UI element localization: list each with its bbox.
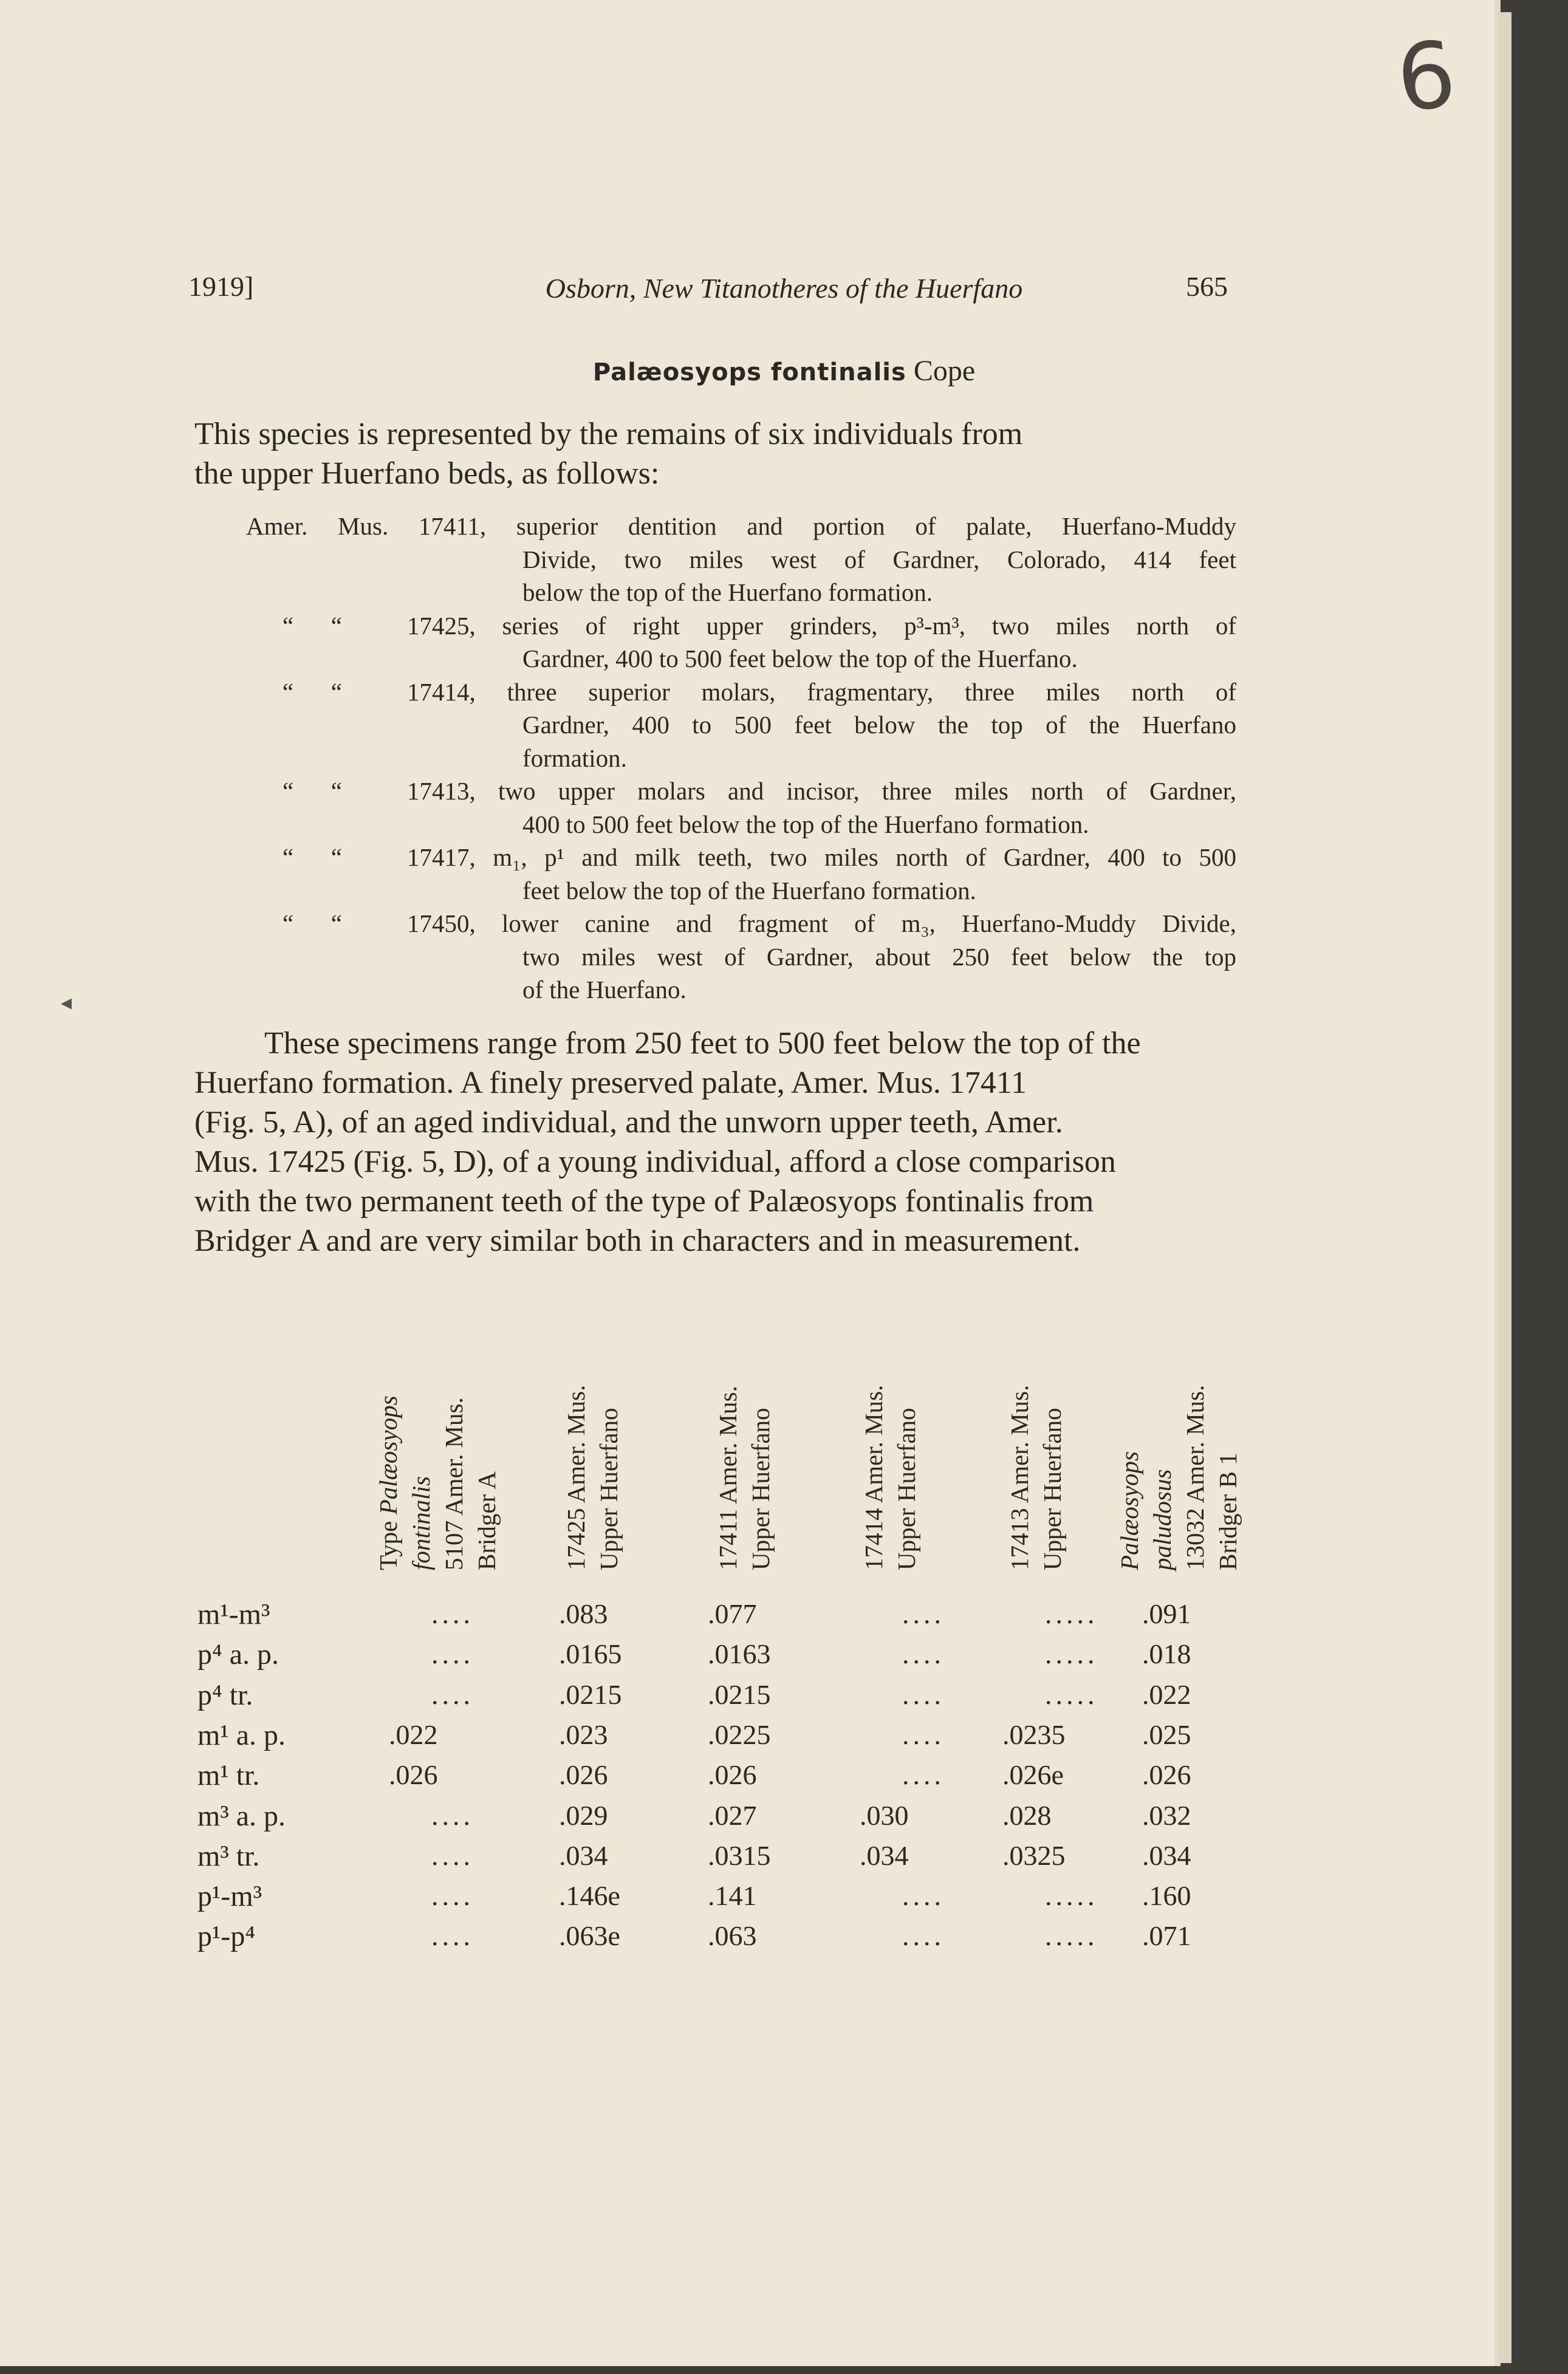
table-cell: .026 [389,1759,438,1791]
intro-line: the upper Huerfano beds, as follows: [194,456,660,491]
table-cell: .083 [559,1598,608,1629]
table-row-label: p¹-p⁴ [197,1920,256,1953]
ditto-marks: “ “ [282,843,342,871]
table-row-label: m¹ a. p. [197,1719,286,1751]
specimen-entry-line: 17414, three superior molars, fragmentary, three miles north of [407,677,1236,706]
specimen-entry-line: 17450, lower canine and fragment of m₃, Huerfano-Muddy Divide, [407,909,1236,937]
column-header-line: Bridger A [473,1471,501,1570]
table-cell: .141 [708,1880,757,1912]
table-column-header [1003,1385,1069,1570]
specimen-entry-line: two miles west of Gardner, about 250 feet below the top [522,942,1236,971]
table-cell: .023 [559,1719,608,1750]
specimen-entry-line: feet below the top of the Huerfano formation. [522,876,976,905]
table-cell: .... [902,1678,945,1710]
table-row-label: p⁴ tr. [197,1678,253,1711]
body-line: with the two permanent teeth of the type of Palæosyops fontinalis from [194,1184,1094,1219]
table-cell: .146e [559,1880,620,1912]
table-cell: .026 [1142,1759,1191,1791]
table-cell: .... [431,1920,474,1952]
table-cell: .... [431,1678,474,1710]
column-header-line: Upper Huerfano [1038,1408,1066,1570]
specimen-entry-line: 400 to 500 feet below the top of the Huerfano formation. [522,810,1089,838]
table-cell: ..... [1045,1598,1098,1629]
table-cell: .0325 [1002,1839,1066,1871]
table-cell: .026 [708,1759,757,1791]
body-line: These specimens range from 250 feet to 500 feet below the top of the [264,1026,1141,1061]
column-header-line: fontinalis [407,1476,435,1570]
table-cell: .... [902,1920,945,1952]
table-cell: ..... [1045,1880,1098,1912]
table-cell: .... [431,1880,474,1912]
table-row-label: m¹ tr. [197,1759,260,1792]
table-cell: .... [902,1880,945,1912]
page-number: 565 [1186,271,1228,302]
table-cell: .... [902,1638,945,1670]
species-author: Cope [913,355,976,387]
table-cell: .... [431,1638,474,1670]
table-cell: .026e [1002,1759,1064,1791]
ditto-marks: “ “ [282,909,342,937]
table-row-label: m³ a. p. [197,1799,286,1832]
specimen-entry-line: 17417, m₁, p¹ and milk teeth, two miles north of Gardner, 400 to 500 [407,843,1236,871]
table-cell: .063e [559,1920,620,1952]
table-cell: .028 [1002,1799,1052,1831]
column-header-line: 17413 Amer. Mus. [1005,1384,1033,1570]
body-line: Bridger A and are very similar both in characters and in measurement. [194,1223,1081,1258]
column-header-line: Type Palæosyops [374,1395,402,1570]
body-paragraph [194,1024,1239,1261]
intro-paragraph [194,414,1239,493]
specimen-entry-line: 17413, two upper molars and incisor, three miles north of Gardner, [407,777,1236,805]
body-line: Mus. 17425 (Fig. 5, D), of a young individual, afford a close comparison [194,1144,1116,1179]
species-name: Palæosyops fontinalis [592,358,906,386]
column-header-line: 17414 Amer. Mus. [860,1384,888,1570]
specimen-entry-line: Gardner, 400 to 500 feet below the top of the Huerfano. [522,645,1078,672]
pencil-page-annotation: 6 [1392,21,1461,133]
table-column-header [711,1386,777,1570]
table-cell: .... [902,1759,945,1791]
table-column-header [560,1385,625,1570]
table-cell: .032 [1142,1799,1191,1831]
table-cell: .034 [860,1839,909,1871]
specimen-entry-line: Gardner, 400 to 500 feet below the top of the Huerfano [522,711,1236,739]
table-cell: .034 [559,1839,608,1871]
table-cell: .0215 [559,1678,622,1710]
table-cell: .0315 [708,1839,771,1871]
table-cell: .063 [708,1920,757,1952]
table-cell: .... [431,1598,474,1629]
table-row-label: m¹-m³ [197,1598,270,1630]
intro-line: This species is represented by the remains of six individuals from [194,417,1023,451]
table-cell: ..... [1045,1678,1098,1710]
table-cell: .022 [389,1719,438,1750]
column-header-line: Upper Huerfano [892,1408,920,1570]
specimen-entry-line: 17425, series of right upper grinders, p³-m³, two miles north of [407,611,1236,640]
column-header-line: 5107 Amer. Mus. [440,1397,468,1570]
table-cell: .160 [1142,1880,1191,1912]
table-cell: .034 [1142,1839,1191,1871]
table-cell: .0215 [708,1678,771,1710]
column-header-line: Upper Huerfano [595,1408,623,1570]
table-cell: .025 [1142,1719,1191,1750]
column-header-line: 17425 Amer. Mus. [562,1384,590,1570]
column-header-line: Palæosyops [1115,1451,1143,1570]
table-cell: .... [902,1719,945,1750]
table-column-header [1113,1385,1244,1570]
table-row-label: m³ tr. [197,1839,260,1872]
ditto-marks: “ “ [282,677,342,706]
specimen-entry-line: Amer. Mus. 17411, superior dentition and portion of palate, Huerfano-Muddy [246,512,1236,540]
column-header-line: paludosus [1148,1469,1176,1570]
table-cell: .091 [1142,1598,1191,1629]
table-column-header [857,1385,923,1570]
table-cell: .030 [860,1799,909,1831]
table-cell: .0163 [708,1638,771,1670]
running-header-year: 1919] [188,271,254,302]
table-cell: .022 [1142,1678,1191,1710]
table-column-header [372,1395,503,1570]
table-row-label: p⁴ a. p. [197,1638,279,1671]
table-cell: .029 [559,1799,608,1831]
table-cell: .0165 [559,1638,622,1670]
species-heading [0,354,1568,388]
column-header-line: Bridger B 1 [1214,1452,1242,1570]
table-cell: .077 [708,1598,757,1629]
margin-arrow-mark: ◂ [61,990,72,1015]
table-cell: .0225 [708,1719,771,1750]
table-cell: .071 [1142,1920,1191,1952]
column-header-line: 13032 Amer. Mus. [1181,1384,1209,1570]
ditto-marks: “ “ [282,777,342,805]
table-cell: .026 [559,1759,608,1791]
specimen-entry-line: formation. [522,744,627,772]
running-header-title: Osborn, New Titanotheres of the Huerfano [545,273,1023,304]
ditto-marks: “ “ [282,611,342,640]
specimen-entry-line: of the Huerfano. [522,976,686,1004]
table-cell: ..... [1045,1920,1098,1952]
table-cell: .027 [708,1799,757,1831]
table-cell: .... [902,1598,945,1629]
table-cell: .0235 [1002,1719,1066,1750]
table-row-label: p¹-m³ [197,1880,262,1913]
specimen-entry-line: below the top of the Huerfano formation. [522,578,933,606]
body-line: Huerfano formation. A finely preserved palate, Amer. Mus. 17411 [194,1066,1027,1100]
table-cell: ..... [1045,1638,1098,1670]
column-header-line: Upper Huerfano [747,1408,775,1570]
table-cell: .... [431,1799,474,1831]
body-line: (Fig. 5, A), of an aged individual, and the unworn upper teeth, Amer. [194,1105,1063,1140]
column-header-line: 17411 Amer. Mus. [714,1386,742,1570]
table-cell: .018 [1142,1638,1191,1670]
table-cell: .... [431,1839,474,1871]
specimen-entry-line: Divide, two miles west of Gardner, Colorado, 414 feet [522,545,1236,573]
